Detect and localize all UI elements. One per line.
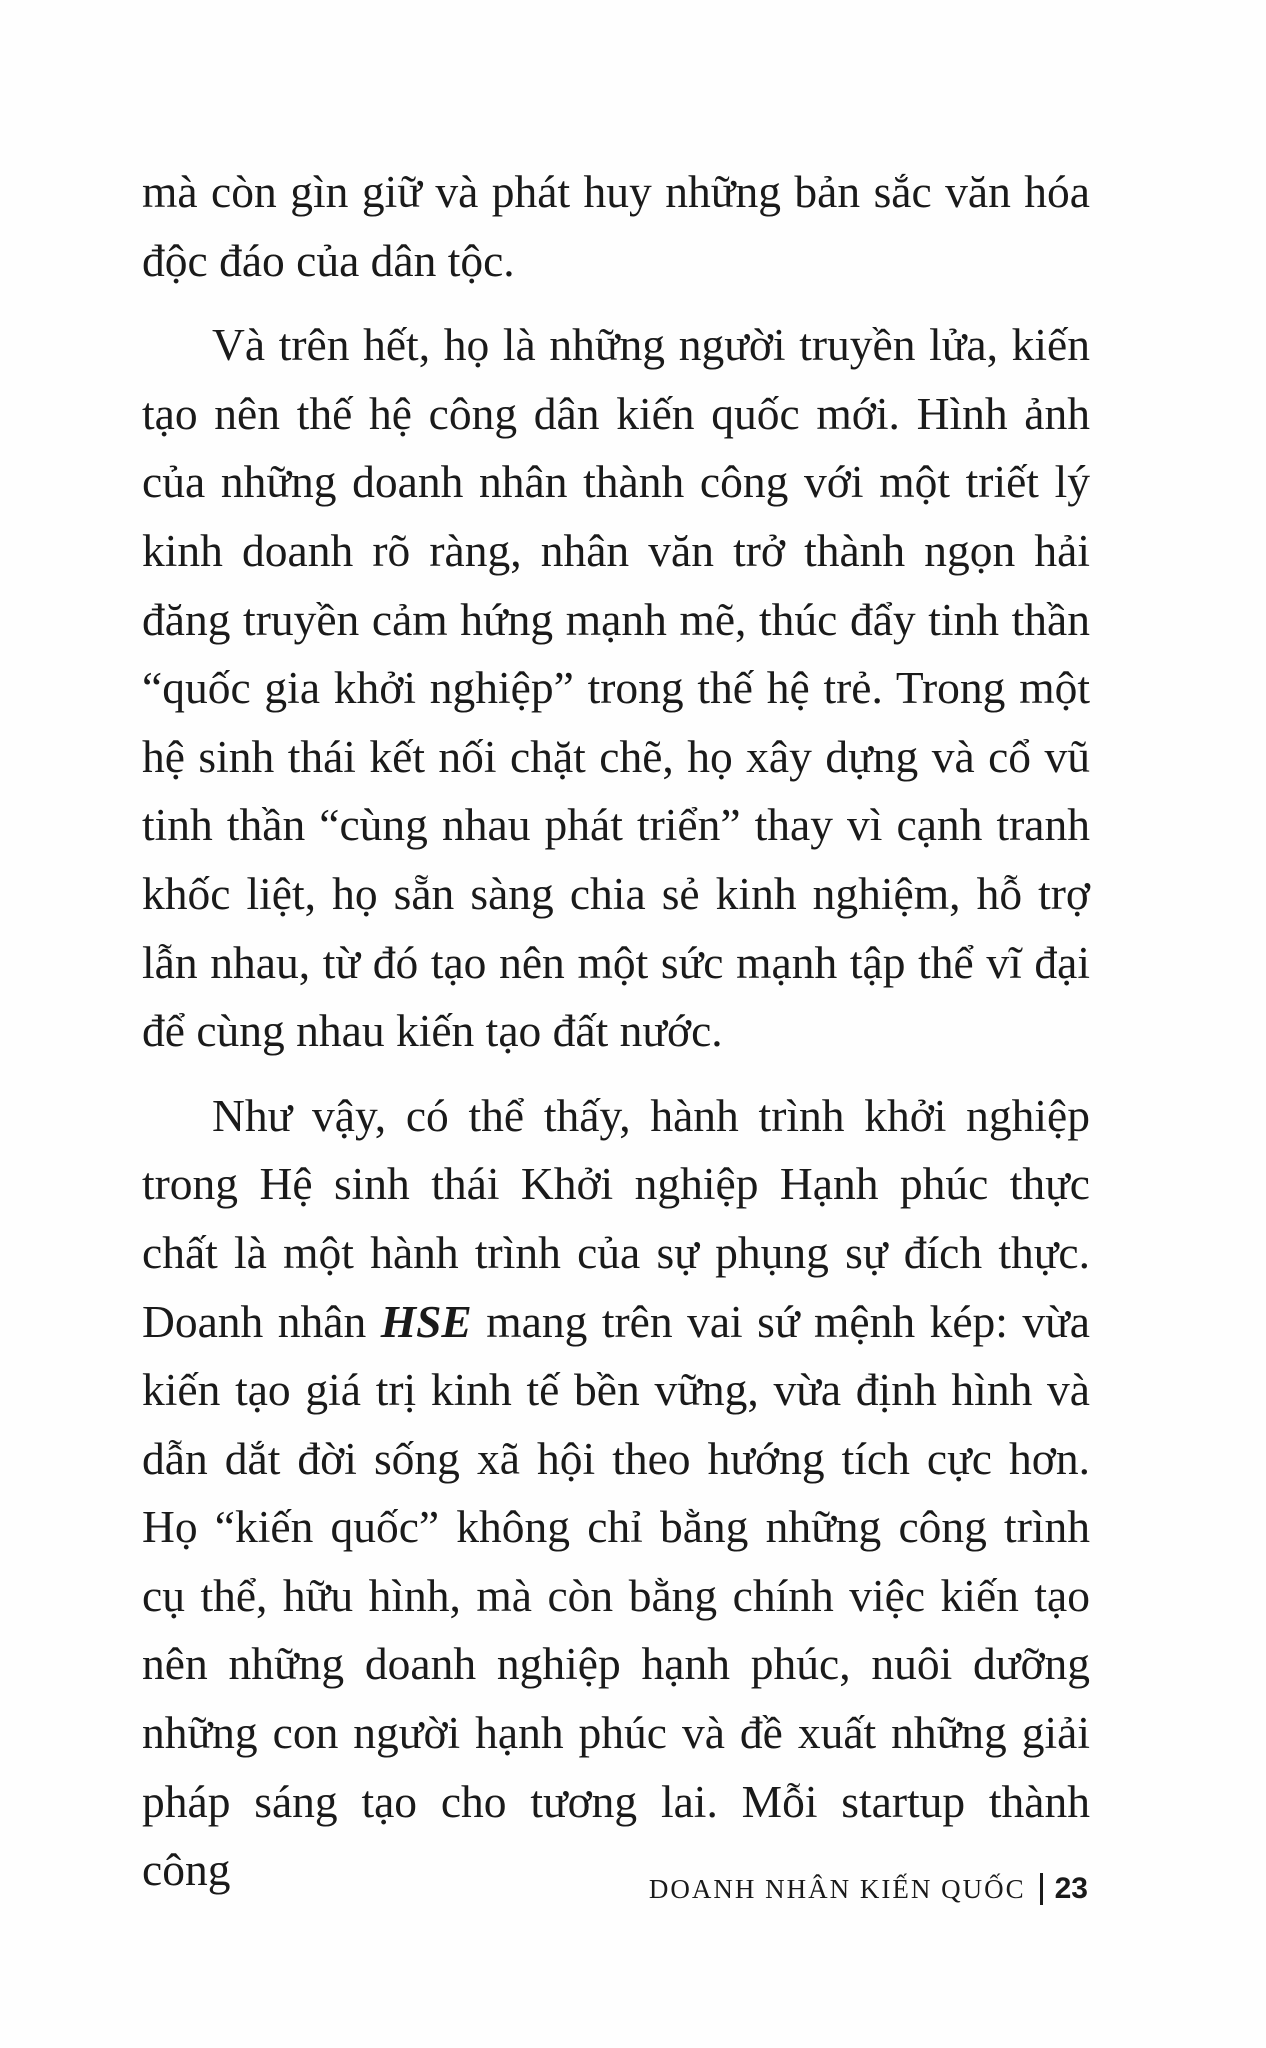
paragraph-2: Và trên hết, họ là những người truyền lửa, kiến tạo nên thế hệ công dân kiến quốc mới. Hình ảnh của những doanh nhân thành công với một triết lý kinh doanh rõ ràng, nhân văn trở thành ngọn hải đăng truyền cảm hứng mạnh mẽ, thúc đẩy tinh thần “quốc gia khởi nghiệp” trong thế hệ trẻ. Trong một hệ sinh thái kết nối chặt chẽ, họ xây dựng và cổ vũ tinh thần “cùng nhau phát triển” thay vì cạnh tranh khốc liệt, họ sẵn sàng chia sẻ kinh nghiệm, hỗ trợ lẫn nhau, từ đó tạo nên một sức mạnh tập thể vĩ đại để cùng nhau kiến tạo đất nước.: [142, 319, 1090, 1057]
paragraph-3: [142, 1082, 1090, 1905]
paragraph-3-tail: mang trên vai sứ mệnh kép: vừa kiến tạo giá trị kinh tế bền vững, vừa định hình và dẫn dắt đời sống xã hội theo hướng tích cực hơn. Họ “kiến quốc” không chỉ bằng những công trình cụ thể, hữu hình, mà còn bằng chính việc kiến tạo nên những doanh nghiệp hạnh phúc, nuôi dưỡng những con người hạnh phúc và đề xuất những giải pháp sáng tạo cho tương lai. Mỗi startup thành công: [142, 1295, 1091, 1896]
page-number: 23: [1054, 1872, 1088, 1905]
running-title: DOANH NHÂN KIẾN QUỐC: [648, 1873, 1026, 1904]
body-text: [142, 158, 1090, 1905]
paragraph-1: mà còn gìn giữ và phát huy những bản sắc văn hóa độc đáo của dân tộc.: [142, 166, 1090, 286]
page-footer: [649, 1872, 1088, 1906]
emphasis-hse: HSE: [380, 1295, 472, 1347]
paragraph-3-lead: Như vậy, có thể thấy, hành trình khởi nghiệp trong Hệ sinh thái Khởi nghiệp Hạnh phúc thực chất là một hành trình của sự phụng sự đích thực. Doanh nhân: [142, 1089, 1090, 1347]
footer-separator: [1040, 1873, 1043, 1905]
